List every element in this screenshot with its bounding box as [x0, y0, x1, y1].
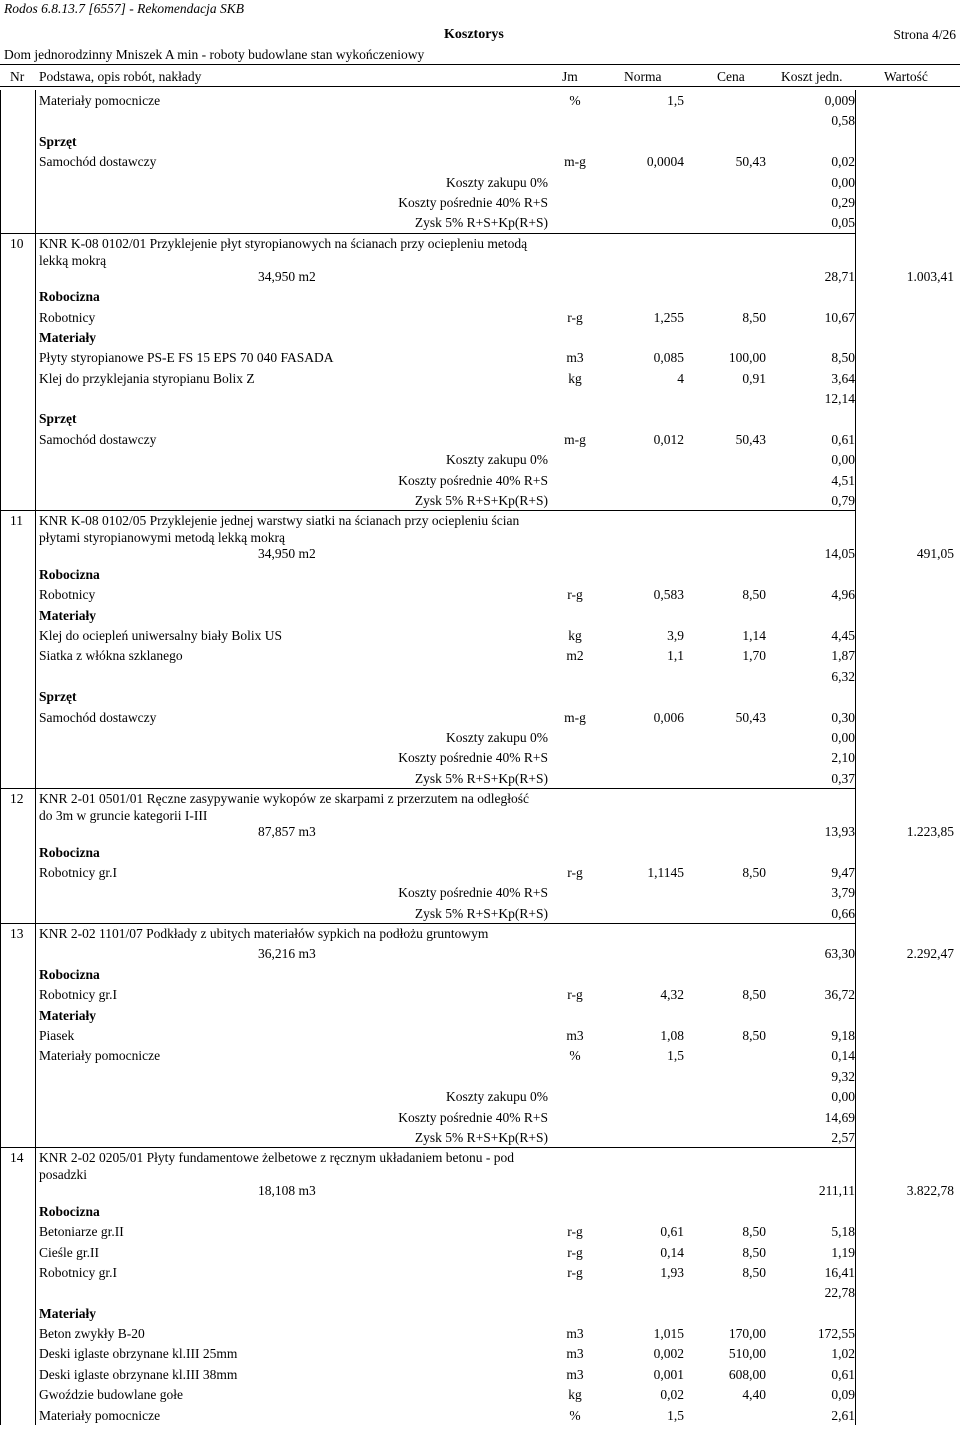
table-row [0, 625, 960, 645]
row-description: Klej do przyklejania styropianu Bolix Z [39, 370, 255, 386]
row-description: Samochód dostawczy [39, 431, 157, 447]
col-header-wartosc: Wartość [884, 69, 928, 84]
position-row [0, 923, 960, 943]
unit-cost-cell: 0,14 [831, 1048, 855, 1064]
table-row [0, 1242, 960, 1262]
cost-label: Koszty pośrednie 40% R+S [398, 194, 548, 210]
table-row [0, 903, 960, 923]
value-cell: 3.822,78 [906, 1183, 954, 1199]
norm-cell: 4 [677, 370, 684, 386]
cost-label: Koszty zakupu 0% [446, 452, 548, 468]
unit-cost-cell: 1,02 [831, 1346, 855, 1362]
price-cell: 8,50 [742, 309, 766, 325]
cost-label: Koszty pośrednie 40% R+S [398, 472, 548, 488]
row-description: Robotnicy gr.I [39, 987, 117, 1003]
price-cell: 0,91 [742, 370, 766, 386]
row-description: Deski iglaste obrzynane kl.III 38mm [39, 1366, 238, 1382]
price-cell: 8,50 [742, 1028, 766, 1044]
row-description: Płyty styropianowe PS-E FS 15 EPS 70 040 FASADA [39, 350, 334, 366]
value-cell: 491,05 [916, 546, 954, 562]
unit-cell: m-g [564, 431, 586, 447]
cost-label: Koszty pośrednie 40% R+S [398, 750, 548, 766]
unit-cost-cell: 172,55 [817, 1326, 855, 1342]
price-cell: 608,00 [728, 1366, 766, 1382]
table-row [0, 1107, 960, 1127]
row-description: Samochód dostawczy [39, 709, 157, 725]
price-cell: 170,00 [728, 1326, 766, 1342]
cost-label: Zysk 5% R+S+Kp(R+S) [414, 493, 548, 509]
cost-label: Zysk 5% R+S+Kp(R+S) [414, 770, 548, 786]
unit-cost-cell: 12,14 [824, 391, 855, 407]
unit-cell: m-g [564, 709, 586, 725]
unit-cost-cell: 9,32 [831, 1068, 855, 1084]
row-description: Robotnicy [39, 309, 96, 325]
unit-cell: r-g [567, 987, 583, 1003]
cost-label: Koszty zakupu 0% [446, 729, 548, 745]
row-description: Robotnicy [39, 587, 96, 603]
position-quantity: 87,857 m3 [258, 824, 316, 840]
left-border [0, 90, 1, 1425]
norm-cell: 4,32 [660, 987, 684, 1003]
page-header [0, 0, 960, 90]
price-cell: 8,50 [742, 987, 766, 1003]
price-cell: 1,14 [742, 627, 766, 643]
unit-cell: r-g [567, 1224, 583, 1240]
header-rule-bottom [0, 86, 960, 87]
norm-cell: 0,61 [660, 1224, 684, 1240]
section-heading: Materiały [39, 1305, 96, 1321]
table-row [0, 470, 960, 490]
position-divider [0, 1147, 855, 1148]
table-row [0, 286, 960, 306]
table-row [0, 192, 960, 212]
table-row [0, 707, 960, 727]
unit-cost-cell: 0,00 [831, 729, 855, 745]
unit-cell: r-g [567, 309, 583, 325]
norm-cell: 0,583 [653, 587, 684, 603]
norm-cell: 1,5 [667, 1048, 684, 1064]
col-header-desc: Podstawa, opis robót, nakłady [39, 69, 202, 84]
norm-cell: 1,1 [667, 648, 684, 664]
table-row [0, 645, 960, 665]
norm-cell: 1,5 [667, 1407, 684, 1423]
unit-cost-cell: 4,45 [831, 627, 855, 643]
table-row [0, 266, 960, 286]
table-row [0, 368, 960, 388]
table-row [0, 131, 960, 151]
row-description: KNR K-08 0102/05 Przyklejenie jednej warstwy siatki na ścianach przy ociepleniu ścian płytami styropianowymi metodą lekką mokrą [39, 513, 520, 546]
price-cell: 50,43 [735, 154, 766, 170]
row-description: Beton zwykły B-20 [39, 1326, 145, 1342]
unit-cell: r-g [567, 1244, 583, 1260]
nr-divider [35, 90, 36, 1425]
table-row [0, 1025, 960, 1045]
cost-table [0, 90, 960, 1425]
price-cell: 4,40 [742, 1387, 766, 1403]
section-heading: Robocizna [39, 1203, 100, 1219]
position-row [0, 788, 960, 824]
norm-cell: 0,14 [660, 1244, 684, 1260]
value-cell: 1.223,85 [906, 824, 954, 840]
position-quantity: 34,950 m2 [258, 546, 316, 562]
table-row [0, 605, 960, 625]
unit-cell: m3 [566, 1326, 584, 1342]
position-divider [0, 233, 855, 234]
col-header-koszt: Koszt jedn. [781, 69, 843, 84]
unit-cell: % [569, 93, 581, 108]
cost-label: Zysk 5% R+S+Kp(R+S) [414, 215, 548, 231]
table-row [0, 1005, 960, 1025]
position-divider [0, 923, 855, 924]
table-row [0, 327, 960, 347]
unit-cost-cell: 2,61 [831, 1407, 855, 1423]
row-description: Samochód dostawczy [39, 154, 157, 170]
row-description: Deski iglaste obrzynane kl.III 25mm [39, 1346, 238, 1362]
norm-cell: 0,012 [653, 431, 684, 447]
position-number: 11 [10, 513, 23, 529]
row-description: KNR 2-01 0501/01 Ręczne zasypywanie wykopów ze skarpami z przerzutem na odległość do 3m w gruncie kategorii I-III [39, 791, 529, 824]
row-description: Cieśle gr.II [39, 1244, 99, 1260]
table-row [0, 747, 960, 767]
row-description: Materiały pomocnicze [39, 93, 161, 108]
norm-cell: 0,085 [653, 350, 684, 366]
unit-cell: m3 [566, 1366, 584, 1382]
table-row [0, 1262, 960, 1282]
unit-cell: % [569, 1048, 581, 1064]
unit-cell: kg [568, 370, 582, 386]
table-row [0, 90, 960, 110]
section-heading: Sprzęt [39, 133, 77, 149]
table-row [0, 307, 960, 327]
unit-cost-cell: 0,09 [831, 1387, 855, 1403]
unit-cost-cell: 0,00 [831, 174, 855, 190]
table-row [0, 1405, 960, 1425]
table-row [0, 666, 960, 686]
unit-cell: m3 [566, 1028, 584, 1044]
norm-cell: 3,9 [667, 627, 684, 643]
unit-cost-cell: 36,72 [824, 987, 855, 1003]
position-number: 12 [10, 791, 24, 807]
position-number: 10 [10, 235, 24, 251]
position-divider [0, 788, 855, 789]
row-description: Piasek [39, 1028, 75, 1044]
unit-cost-cell: 8,50 [831, 350, 855, 366]
value-cell: 1.003,41 [906, 268, 954, 284]
row-description: Robotnicy gr.I [39, 864, 117, 880]
price-cell: 510,00 [728, 1346, 766, 1362]
row-description: Betoniarze gr.II [39, 1224, 124, 1240]
page-number: Strona 4/26 [893, 27, 956, 42]
table-row [0, 110, 960, 130]
price-cell: 8,50 [742, 1264, 766, 1280]
unit-cell: r-g [567, 587, 583, 603]
unit-cost-cell: 0,02 [831, 154, 855, 170]
table-row [0, 1180, 960, 1200]
table-row [0, 964, 960, 984]
unit-cost-cell: 3,79 [831, 885, 855, 901]
price-cell: 8,50 [742, 1244, 766, 1260]
norm-cell: 1,08 [660, 1028, 684, 1044]
section-heading: Sprzęt [39, 411, 77, 427]
table-row [0, 821, 960, 841]
norm-cell: 1,93 [660, 1264, 684, 1280]
cost-label: Koszty zakupu 0% [446, 1089, 548, 1105]
unit-cost-cell: 3,64 [831, 370, 855, 386]
table-row [0, 408, 960, 428]
unit-cost-cell: 2,10 [831, 750, 855, 766]
row-description: Klej do ociepleń uniwersalny biały Bolix US [39, 627, 282, 643]
norm-cell: 0,006 [653, 709, 684, 725]
table-row [0, 1303, 960, 1323]
table-row [0, 1323, 960, 1343]
norm-cell: 0,02 [660, 1387, 684, 1403]
unit-cost-cell: 4,51 [831, 472, 855, 488]
table-row [0, 984, 960, 1004]
row-description: KNR 2-02 0205/01 Płyty fundamentowe żelbetowe z ręcznym układaniem betonu - pod posadzki [39, 1150, 515, 1183]
table-row [0, 1127, 960, 1147]
section-heading: Robocizna [39, 566, 100, 582]
norm-cell: 1,5 [667, 93, 684, 108]
unit-cost-cell: 9,18 [831, 1028, 855, 1044]
unit-cell: m-g [564, 154, 586, 170]
row-description: Materiały pomocnicze [39, 1048, 161, 1064]
unit-cost-cell: 0,58 [831, 113, 855, 129]
price-cell: 8,50 [742, 1224, 766, 1240]
table-row [0, 1045, 960, 1065]
section-heading: Sprzęt [39, 689, 77, 705]
unit-cost-cell: 0,29 [831, 194, 855, 210]
section-heading: Robocizna [39, 289, 100, 305]
table-row [0, 564, 960, 584]
table-row [0, 212, 960, 232]
unit-cost-cell: 10,67 [824, 309, 855, 325]
table-row [0, 347, 960, 367]
price-cell: 100,00 [728, 350, 766, 366]
unit-cost-cell: 1,87 [831, 648, 855, 664]
value-cell: 2.292,47 [906, 946, 954, 962]
header-rule-top [0, 64, 960, 65]
position-number: 13 [10, 926, 24, 942]
position-quantity: 36,216 m3 [258, 946, 316, 962]
table-row [0, 1086, 960, 1106]
table-row [0, 172, 960, 192]
unit-cost-cell: 0,009 [824, 93, 855, 108]
position-number: 14 [10, 1150, 24, 1166]
row-description: Materiały pomocnicze [39, 1407, 161, 1423]
unit-cost-cell: 0,05 [831, 215, 855, 231]
unit-cost-cell: 5,18 [831, 1224, 855, 1240]
unit-cell: % [569, 1407, 581, 1423]
unit-cell: m2 [566, 648, 584, 664]
unit-cost-cell: 13,93 [824, 824, 855, 840]
norm-cell: 0,001 [653, 1366, 684, 1382]
unit-cost-cell: 63,30 [824, 946, 855, 962]
project-name: Dom jednorodzinny Mniszek A min - roboty budowlane stan wykończeniowy [4, 47, 425, 62]
unit-cost-cell: 0,66 [831, 905, 855, 921]
table-row [0, 449, 960, 469]
unit-cost-cell: 14,69 [824, 1109, 855, 1125]
table-row [0, 727, 960, 747]
col-header-jm: Jm [562, 69, 578, 84]
unit-cell: m3 [566, 1346, 584, 1362]
position-row [0, 510, 960, 546]
table-row [0, 388, 960, 408]
program-name: Rodos 6.8.13.7 [6557] - Rekomendacja SKB [4, 1, 244, 16]
section-heading: Materiały [39, 1007, 96, 1023]
price-cell: 8,50 [742, 587, 766, 603]
row-description: Gwoździe budowlane gołe [39, 1387, 183, 1403]
table-row [0, 862, 960, 882]
row-description: KNR 2-02 1101/07 Podkłady z ubitych materiałów sypkich na podłożu gruntowym [39, 926, 489, 942]
unit-cost-cell: 1,19 [831, 1244, 855, 1260]
unit-cost-cell: 9,47 [831, 864, 855, 880]
row-description: Siatka z włókna szklanego [39, 648, 183, 664]
unit-cost-cell: 14,05 [824, 546, 855, 562]
cost-label: Koszty pośrednie 40% R+S [398, 1109, 548, 1125]
price-cell: 1,70 [742, 648, 766, 664]
unit-cell: kg [568, 627, 582, 643]
section-heading: Materiały [39, 607, 96, 623]
norm-cell: 0,002 [653, 1346, 684, 1362]
col-header-cena: Cena [717, 69, 745, 84]
table-row [0, 943, 960, 963]
unit-cost-cell: 0,61 [831, 1366, 855, 1382]
unit-cost-cell: 6,32 [831, 668, 855, 684]
unit-cost-cell: 16,41 [824, 1264, 855, 1280]
unit-cost-cell: 0,79 [831, 493, 855, 509]
table-row [0, 151, 960, 171]
document-title: Kosztorys [444, 27, 504, 42]
unit-cell: m3 [566, 350, 584, 366]
cost-label: Zysk 5% R+S+Kp(R+S) [414, 905, 548, 921]
table-row [0, 1384, 960, 1404]
table-row [0, 1343, 960, 1363]
table-row [0, 686, 960, 706]
price-cell: 8,50 [742, 864, 766, 880]
unit-cost-cell: 4,96 [831, 587, 855, 603]
col-header-nr: Nr [10, 69, 25, 84]
table-row [0, 1066, 960, 1086]
position-row [0, 233, 960, 266]
table-row [0, 1221, 960, 1241]
unit-cost-cell: 0,00 [831, 1089, 855, 1105]
table-row [0, 768, 960, 788]
cost-label: Koszty zakupu 0% [446, 174, 548, 190]
cost-label: Zysk 5% R+S+Kp(R+S) [414, 1129, 548, 1145]
table-row [0, 1282, 960, 1302]
unit-cost-cell: 0,61 [831, 431, 855, 447]
unit-cell: r-g [567, 1264, 583, 1280]
norm-cell: 0,0004 [646, 154, 684, 170]
row-description: KNR K-08 0102/01 Przyklejenie płyt styropianowych na ścianach przy ociepleniu metodą lekką mokrą [39, 235, 528, 268]
cost-divider [855, 90, 856, 1425]
position-quantity: 34,950 m2 [258, 268, 316, 284]
unit-cell: kg [568, 1387, 582, 1403]
section-heading: Robocizna [39, 844, 100, 860]
unit-cell: r-g [567, 864, 583, 880]
table-row [0, 490, 960, 510]
section-heading: Robocizna [39, 966, 100, 982]
unit-cost-cell: 2,57 [831, 1129, 855, 1145]
unit-cost-cell: 22,78 [824, 1285, 855, 1301]
table-row [0, 882, 960, 902]
table-row [0, 543, 960, 563]
table-row [0, 1364, 960, 1384]
cost-label: Koszty pośrednie 40% R+S [398, 885, 548, 901]
unit-cost-cell: 28,71 [824, 268, 855, 284]
table-row [0, 429, 960, 449]
price-cell: 50,43 [735, 709, 766, 725]
norm-cell: 1,1145 [647, 864, 684, 880]
position-row [0, 1147, 960, 1183]
norm-cell: 1,015 [653, 1326, 684, 1342]
table-row [0, 584, 960, 604]
section-heading: Materiały [39, 329, 96, 345]
norm-cell: 1,255 [653, 309, 684, 325]
row-description: Robotnicy gr.I [39, 1264, 117, 1280]
table-row [0, 1201, 960, 1221]
unit-cost-cell: 0,37 [831, 770, 855, 786]
col-header-norma: Norma [624, 69, 662, 84]
position-divider [0, 510, 855, 511]
position-quantity: 18,108 m3 [258, 1183, 316, 1199]
price-cell: 50,43 [735, 431, 766, 447]
table-row [0, 842, 960, 862]
unit-cost-cell: 0,30 [831, 709, 855, 725]
unit-cost-cell: 0,00 [831, 452, 855, 468]
unit-cost-cell: 211,11 [818, 1183, 855, 1199]
